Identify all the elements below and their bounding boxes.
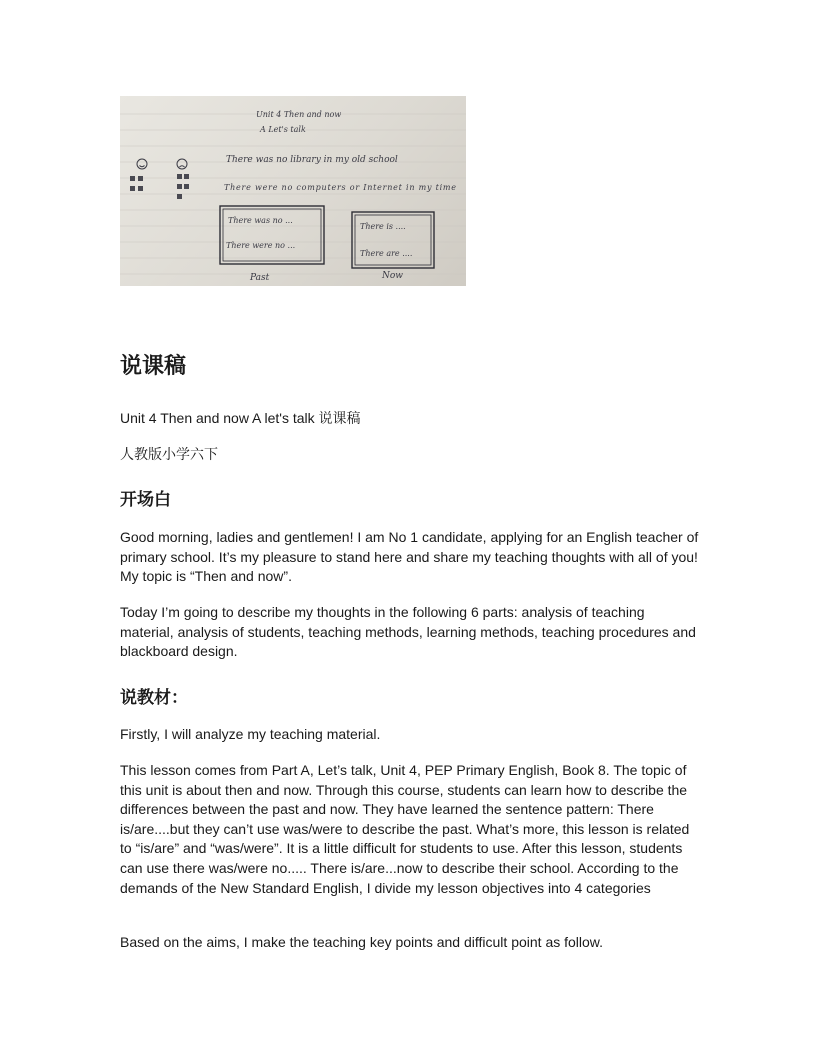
intro-paragraph-1: Good morning, ladies and gentlemen! I am No 1 candidate, applying for an English teacher of primary school. It’s my pleasure to stand here and share my teaching thoughts with all of you! My topic is “Then and now”.	[120, 529, 699, 585]
material-paragraph-2: This lesson comes from Part A, Let’s talk, Unit 4, PEP Primary English, Book 8. The topic of this unit is about then and now. Through this course, students can learn how to describe the differences between the past and now. They have learned the sentence pattern: There is/are....but they can’t use was/were to describe the past. What’s more, this lesson is related to “is/are” and “was/were”. It is a little difficult for students to use. After this lesson, students can use there was/were no..... There is/are...now to describe their school. According to the demands of the New Standard English, I divide my lesson objectives into 4 categories	[120, 762, 690, 896]
material-paragraph-1: Firstly, I will analyze my teaching material.	[120, 726, 381, 742]
now-label: Now	[382, 271, 403, 281]
now-box	[352, 212, 434, 268]
photo-line-4: There were no computers or Internet in my time	[224, 183, 456, 192]
now-box-line-2: There are ....	[360, 249, 413, 258]
past-box	[220, 206, 324, 264]
past-label: Past	[250, 273, 270, 283]
happy-face-icon	[137, 159, 147, 169]
material-paragraph-3: Based on the aims, I make the teaching key points and difficult point as follow.	[120, 934, 604, 950]
blackboard-design-photo	[120, 96, 466, 286]
page-title: 说课稿	[120, 354, 187, 379]
photo-line-1: Unit 4 Then and now	[256, 110, 342, 119]
past-box-line-1: There was no ...	[228, 216, 293, 225]
now-box-line-1: There is ....	[360, 222, 406, 231]
section-heading-opening: 开场白	[120, 490, 171, 510]
intro-paragraph-2: Today I’m going to describe my thoughts in the following 6 parts: analysis of teaching material, analysis of students, teaching methods, learning methods, teaching procedures and blackboard design.	[120, 604, 696, 660]
photo-line-3: There was no library in my old school	[226, 155, 398, 165]
past-box-line-2: There were no ...	[226, 241, 296, 250]
photo-line-2: A Let's talk	[260, 125, 306, 134]
notebook-sketch	[120, 96, 466, 286]
textbook-edition: 人教版小学六下	[120, 447, 218, 463]
sad-face-icon	[177, 159, 187, 169]
lesson-subtitle: Unit 4 Then and now A let's talk 说课稿	[120, 410, 361, 426]
section-heading-material: 说教材：	[120, 688, 188, 708]
